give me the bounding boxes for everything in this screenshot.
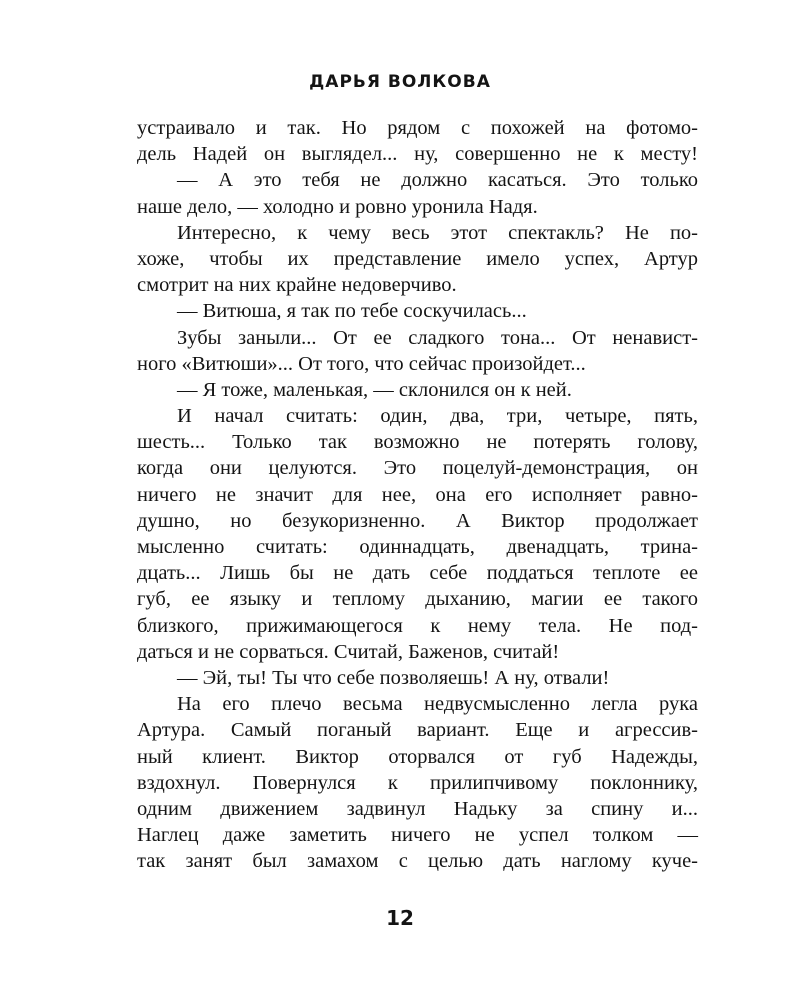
text-line: Зубы заныли... От ее сладкого тона... От ненавист-	[177, 326, 698, 349]
text-line: На его плечо весьма недвусмысленно легла рука	[177, 693, 698, 716]
text-line: — Я тоже, маленькая, — склонился он к ней.	[177, 378, 572, 401]
text-line: хоже, чтобы их представление имело успех, Артур	[137, 247, 698, 270]
text-line: — А это тебя не должно касаться. Это только	[177, 169, 698, 192]
text-line: ного «Витюши»... От того, что сейчас произойдет...	[137, 352, 586, 375]
text-line: губ, ее языку и теплому дыханию, магии ее такого	[137, 588, 698, 611]
text-line: ный клиент. Виктор оторвался от губ Надежды,	[137, 745, 698, 768]
text-line: близкого, прижимающегося к нему тела. Не под-	[137, 614, 698, 637]
text-line: Интересно, к чему весь этот спектакль? Не по-	[177, 221, 698, 244]
page-number: 12	[386, 906, 414, 930]
text-line: Артура. Самый поганый вариант. Еще и агрессив-	[137, 719, 698, 742]
text-line: вздохнул. Повернулся к прилипчивому поклоннику,	[137, 771, 698, 794]
running-head-author: ДАРЬЯ ВОЛКОВА	[309, 72, 491, 92]
text-line: шесть... Только так возможно не потерять голову,	[137, 431, 698, 454]
text-line: Наглец даже заметить ничего не успел толком —	[137, 824, 698, 847]
text-line: даться и не сорваться. Считай, Баженов, считай!	[137, 640, 560, 663]
text-line: наше дело, — холодно и ровно уронила Надя.	[137, 195, 538, 218]
text-line: душно, но безукоризненно. А Виктор продолжает	[137, 509, 698, 532]
text-line: устраивало и так. Но рядом с похожей на фотомо-	[137, 117, 698, 139]
text-line: дцать... Лишь бы не дать себе поддаться теплоте ее	[137, 562, 698, 585]
text-line: одним движением задвинул Надьку за спину и...	[137, 797, 698, 820]
text-line: смотрит на них крайне недоверчиво.	[137, 274, 457, 297]
text-line: мысленно считать: одиннадцать, двенадцать, трина-	[137, 536, 698, 558]
text-line: так занят был замахом с целью дать наглому куче-	[137, 850, 698, 873]
text-line: — Витюша, я так по тебе соскучилась...	[177, 300, 527, 323]
text-line: — Эй, ты! Ты что себе позволяешь! А ну, отвали!	[177, 666, 610, 689]
text-line: когда они целуются. Это поцелуй-демонстрация, он	[137, 457, 698, 480]
text-line: И начал считать: один, два, три, четыре, пять,	[177, 405, 698, 428]
text-line: ничего не значит для нее, она его исполняет равно-	[137, 483, 698, 506]
text-line: дель Надей он выглядел... ну, совершенно не к месту!	[137, 143, 698, 166]
body-text	[137, 115, 698, 874]
